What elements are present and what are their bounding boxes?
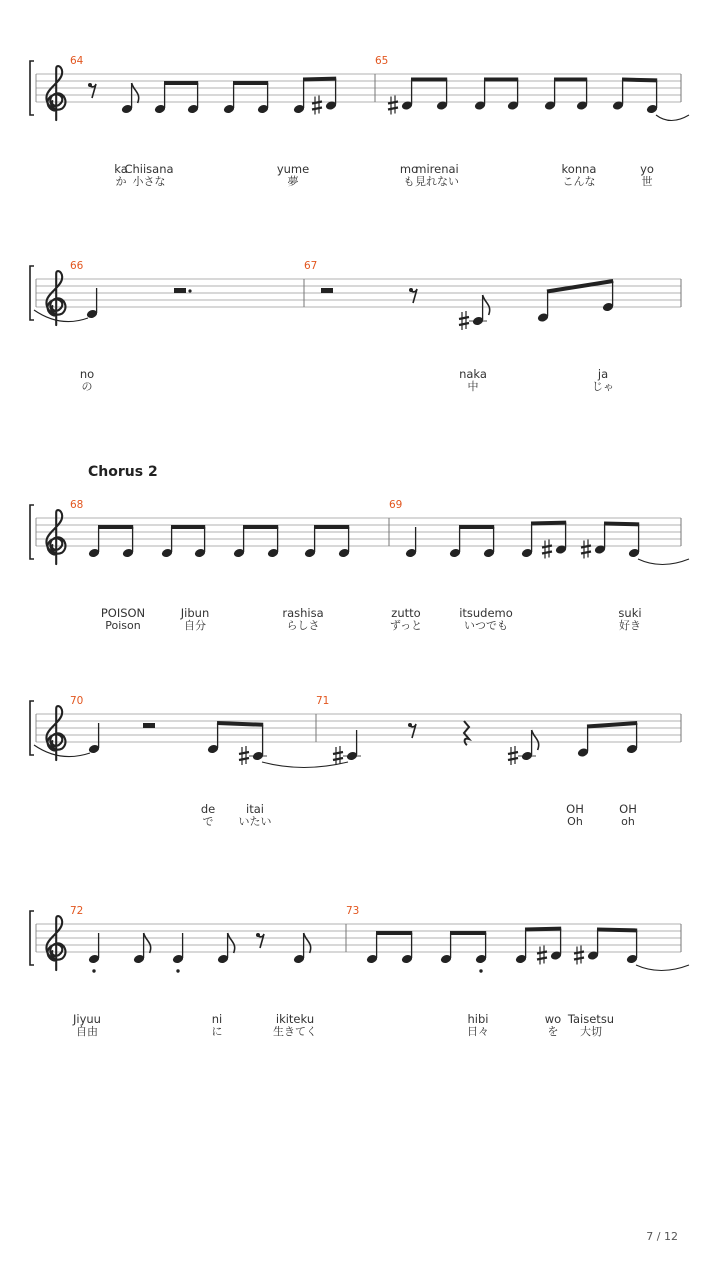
system-bracket [30,701,34,755]
lyric-romaji: wo [544,1012,562,1026]
note-flag [304,933,311,953]
sharp-icon [574,946,584,965]
lyric-kana: 世 [641,175,653,188]
system-bracket [30,266,34,320]
sharp-icon [581,540,591,559]
lyric-kana: で [202,815,214,828]
staccato-dot [92,969,95,972]
lyric-kana: oh [621,815,635,828]
sharp-icon [542,540,552,559]
measure-number: 66 [70,260,84,272]
lyric-romaji: Jibun [180,606,210,620]
note-flag [532,730,539,750]
lyric-romaji: Chiisana [124,162,174,176]
lyric-kana: を [547,1025,559,1038]
lyric-romaji: hibi [467,1012,489,1026]
lyric-kana: 自分 [184,619,206,632]
staff-system [30,260,681,393]
lyric-kana: いつでも [464,619,508,632]
lyric-romaji: naka [459,367,487,381]
half-rest-icon [321,288,333,293]
lyric-kana: ずっと [389,619,423,632]
half-rest-icon [174,288,186,293]
lyric-kana: 日々 [467,1025,489,1038]
measure-number: 69 [389,499,403,511]
lyric-romaji: zutto [391,606,421,620]
sharp-icon [508,746,518,765]
beam [525,929,561,930]
lyric-kana: に [211,1025,223,1038]
lyric-romaji: suki [618,606,642,620]
lyric-romaji: ni [211,1012,223,1026]
measure-number: 70 [70,695,84,707]
lyric-romaji: OH [619,802,637,816]
lyric-romaji: konna [561,162,597,176]
measure-number: 67 [304,260,318,272]
system-bracket [30,61,34,115]
measure-number: 68 [70,499,84,511]
lyric-romaji: OH [566,802,584,816]
measure-number: 72 [70,905,84,917]
tie [262,762,348,768]
lyric-romaji: itai [246,802,264,816]
tie [638,559,689,565]
tie [656,115,689,121]
quarter-rest-icon [464,721,469,745]
note-flag [132,83,139,103]
lyric-romaji: yume [276,162,310,176]
note-flag [144,933,151,953]
sharp-icon [459,311,469,330]
sharp-icon [388,96,398,115]
lyric-romaji: ka [114,162,128,176]
lyric-romaji: itsudemo [459,606,513,620]
staff-system [30,464,689,632]
system-bracket [30,505,34,559]
lyric-kana: 中 [467,380,479,393]
staccato-dot [479,969,482,972]
lyric-romaji: mirenai [415,162,459,176]
lyric-kana: か [115,175,127,188]
lyric-kana: 好き [619,619,641,632]
note-flag [228,933,235,953]
measure-number: 73 [346,905,360,917]
beam [604,524,639,525]
beam [597,930,637,931]
beam [587,723,637,727]
lyric-romaji: POISON [100,606,146,620]
lyric-romaji: Jiyuu [73,1012,101,1026]
page-number: 7 / 12 [646,1230,678,1243]
eighth-rest-dot [256,933,260,937]
staff-system [30,695,681,828]
eighth-rest-dot [408,723,412,727]
staff-system [30,55,689,188]
lyric-kana: Oh [567,815,583,828]
tie [34,745,90,757]
lyric-romaji: no [79,367,95,381]
lyric-kana: 大切 [580,1025,602,1038]
sharp-icon [239,746,249,765]
system-bracket [30,911,34,965]
sharp-icon [312,96,322,115]
measure-number: 64 [70,55,84,67]
lyric-romaji: Taisetsu [567,1012,615,1026]
lyric-kana: 自由 [76,1025,98,1038]
lyric-romaji: ikiteku [275,1012,315,1026]
eighth-rest-dot [88,83,92,87]
eighth-rest-dot [409,288,413,292]
lyric-romaji: yo [640,162,654,176]
lyric-kana: らしさ [286,619,320,632]
half-rest-icon [143,723,155,728]
beam [303,79,336,80]
tie [34,310,88,322]
lyric-kana: 生きてく [273,1025,317,1038]
measure-number: 71 [316,695,330,707]
lyric-romaji: ja [597,367,609,381]
lyric-kana: Poison [105,619,141,632]
lyric-kana: も [403,175,415,188]
lyric-kana: こんな [562,175,596,188]
beam [622,80,657,81]
section-title: Chorus 2 [88,464,158,480]
lyric-romaji: rashisa [282,606,324,620]
measure-number: 65 [375,55,389,67]
sharp-icon [333,746,343,765]
staccato-dot [176,969,179,972]
lyric-kana: じゃ [592,380,614,393]
rest-dot [188,289,191,292]
lyric-kana: の [81,380,93,393]
staff-system [30,905,689,1038]
lyric-kana: 小さな [132,175,166,188]
lyric-romaji: de [200,802,216,816]
lyric-kana: 見れない [415,175,459,188]
lyric-kana: いたい [238,815,272,828]
note-flag [483,295,490,315]
tie [636,965,689,971]
beam [217,723,263,725]
lyric-romaji: mo [399,162,419,176]
lyric-kana: 夢 [287,175,299,188]
beam [531,523,566,524]
sharp-icon [537,946,547,965]
